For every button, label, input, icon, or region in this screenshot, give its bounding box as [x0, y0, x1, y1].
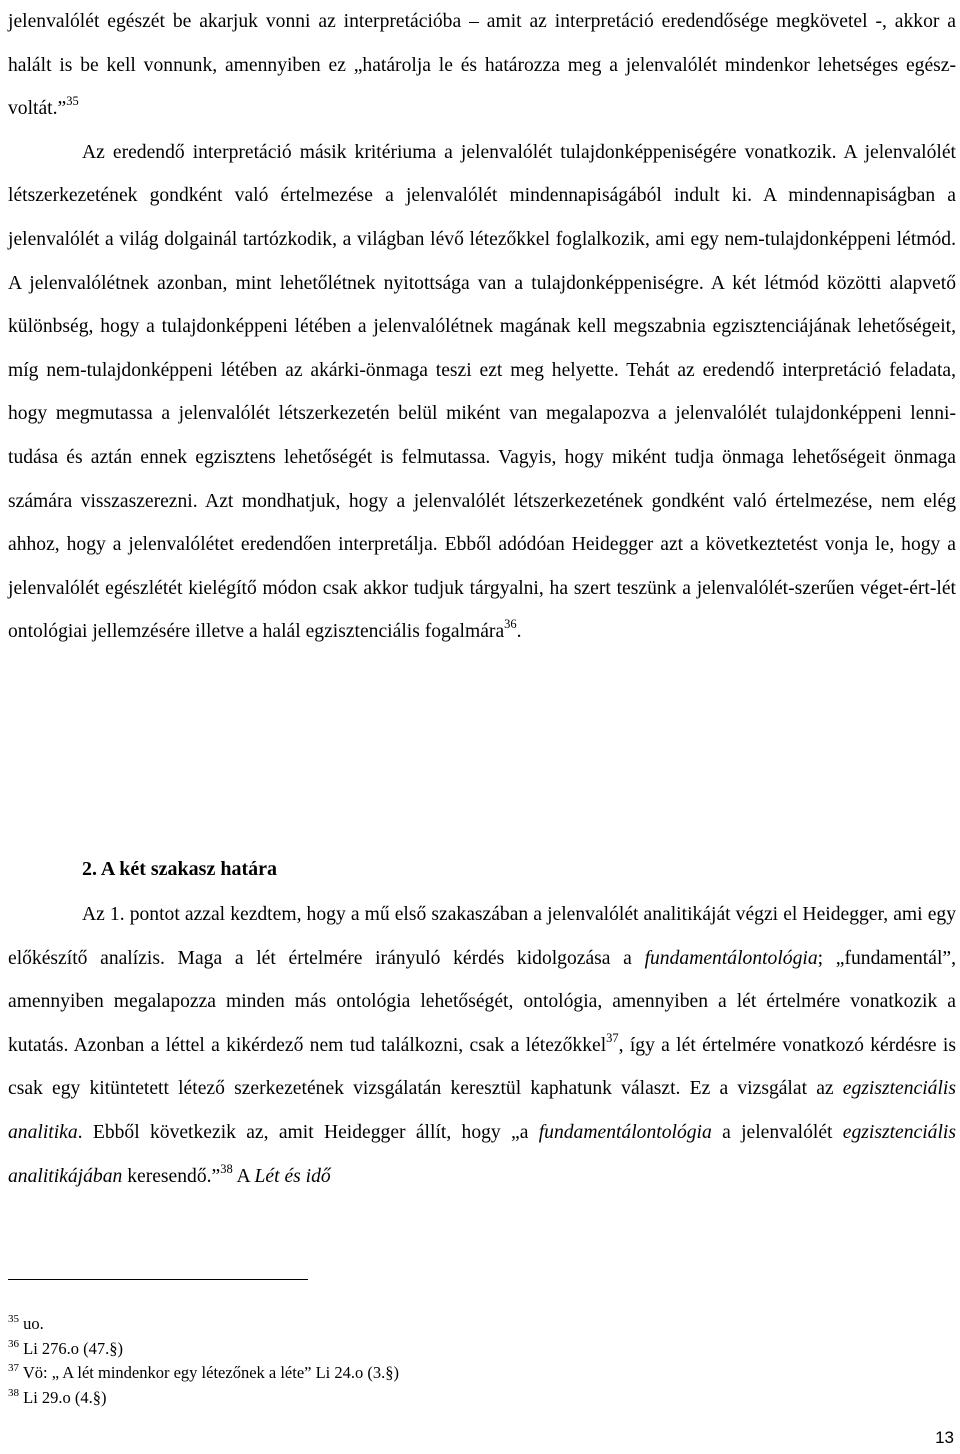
body-paragraph-1: jelenvalólét egészét be akarjuk vonni az interpretációba – amit az interpretáció eredendősége megkövetel -, akkor a halált is be kell vonnunk, amennyiben ez „határolja le és határozza meg a jelenvalólét mindenkor lehetséges egész-voltát.”$^{35}$ Az eredendő interpretáció másik kritériuma a jelenvalólét tulajdonképpeniségére vonatkozik. A jelenvalólét létszerkezetének gondként való értelmezése a jelenvalólét mindennapiságából indult ki. A mindennapiságban a jelenvalólét a világ dolgainál tartózkodik, a világban lévő létezőkkel foglalkozik, ami egy nem-tulajdonképpeni létmód. A jelenvalólétnek azonban, mint lehetőlétnek nyitottsága van a tulajdonképpeniségre. A két létmód közötti alapvető különbség, hogy a tulajdonképpeni létében a jelenvalólétnek magának kell megszabnia egzisztenciájának lehetőségeit, míg nem-tulajdonképpeni létében az akárki-önmaga teszi ezt meg helyette. Tehát az eredendő interpretáció feladata, hogy megmutassa a jelenvalólét létszerkezetén belül miként van megalapozva a jelenvalólét tulajdonképpeni lenni-tudása és aztán ennek egzisztens lehetőségét is felmutassa. Vagyis, hogy miként tudja önmaga lehetőségeit önmaga számára visszaszerezni. Azt mondhatjuk, hogy a jelenvalólét létszerkezetének gondként való értelmezése, nem elég ahhoz, hogy a jelenvalólétet eredendően interpretálja. Ebből adódóan Heidegger azt a következtetést vonja le, hogy a jelenvalólét egészlétét kielégítő módon csak akkor tudjuk tárgyalni, ha szert teszünk a jelenvalólét-szerűen véget-ért-lét ontológiai jellemzésére illetve a halál egzisztenciális fogalmára$^{36}$.	[8, 11, 956, 643]
italic-term: fundamentálontológia	[538, 1121, 712, 1143]
footnote-36: $^{36}$ Li 276.o (47.§)	[8, 1337, 124, 1358]
footnote-35: $^{35}$ uo.	[8, 1313, 44, 1333]
footnote-ref-35[interactable]: 35	[66, 94, 79, 109]
footnote-ref-38[interactable]: 38	[220, 1161, 233, 1176]
footnote-divider	[8, 1279, 308, 1280]
footnotes	[8, 1312, 399, 1410]
italic-term: egzisztenciális analitika	[8, 1078, 956, 1143]
footnote-ref-36[interactable]: 36	[504, 617, 517, 632]
body-paragraph-2: Az 1. pontot azzal kezdtem, hogy a mű első szakaszában a jelenvalólét analitikáját végzi el Heidegger, ami egy előkészítő analízis. Maga a lét értelmére irányuló kérdés kidolgozása a fundamentálontológia; „fundamentál”, amennyiben megalapozza minden más ontológia lehetőségét, ontológia, amennyiben a lét értelmére vonatkozik a kutatás. Azonban a léttel a kikérdező nem tud találkozni, csak a létezőkkel$^{37}$, így a lét értelmére vonatkozó kérdésre is csak egy kitüntetett létező szerkezetének vizsgálatán keresztül kaphatunk választ. Ez a vizsgálat az egzisztenciális analitika. Ebből következik az, amit Heidegger állít, hogy „a fundamentálontológia a jelenvalólét egzisztenciális analitikájában keresendő.”$^{38}$ A Lét és idő	[8, 904, 956, 1187]
page-number: 13	[935, 1428, 954, 1447]
footnote-ref-37[interactable]: 37	[606, 1030, 619, 1045]
footnote-38: $^{38}$ Li 29.o (4.§)	[8, 1386, 107, 1407]
italic-term: egzisztenciális analitikájában	[8, 1121, 956, 1187]
italic-book-title: Lét és idő	[254, 1165, 331, 1187]
section-heading: 2. A két szakasz határa	[82, 858, 277, 880]
italic-term: fundamentálontológia	[644, 947, 818, 969]
footnote-37: $^{37}$ Vö: „ A lét mindenkor egy létezőnek a léte” Li 24.o (3.§)	[8, 1362, 400, 1382]
